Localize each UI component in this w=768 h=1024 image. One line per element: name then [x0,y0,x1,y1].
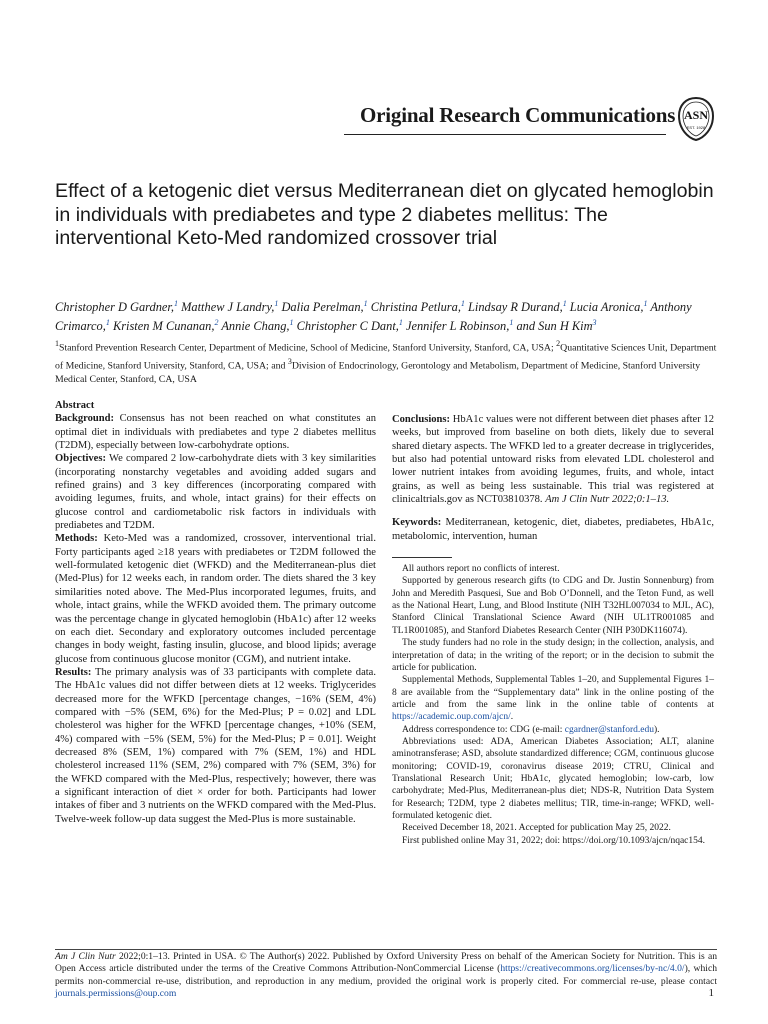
asn-logo-icon [676,96,716,142]
license-link[interactable]: https://creativecommons.org/licenses/by-nc/4.0/ [500,963,685,975]
footer-rule [55,949,717,950]
supplemental-link[interactable]: https://academic.oup.com/ajcn/ [392,712,511,723]
author-name: Lucia Aronica,$^1$ [569,299,648,315]
keywords: Keywords: Mediterranean, ketogenic, diet, diabetes, prediabetes, HbA1c, metabolomic, intervention, human [392,517,714,542]
author-name: Annie Chang,$^1$ [221,318,294,334]
journal-section-title: Original Research Communications [360,103,676,127]
affiliations: $^1$Stanford Prevention Research Center, Department of Medicine, School of Medicine, Stanford University, Stanford, CA, USA; $^2$Quantitative Sciences Unit, Department of Medicine, Stanford University, Stanford, CA, USA; and $^3$Division of Endocrinology, Gerontology and Metabolism, Department of Medicine, Stanford University Medical Center, Stanford, CA, USA [55,339,717,385]
abstract-column-right [392,413,714,847]
footnote-conflicts: All authors report no conflicts of interest. [402,564,560,575]
footnote-abbreviations: Abbreviations used: ADA, American Diabetes Association; ALT, alanine aminotransferase; ASD, absolute standardized difference; CGM, continuous glucose monitoring; COVID-19, coronavirus disease 2019; CTRU, Clinical and Translational Research Unit; HbA1c, glycated hemoglobin; low-carb, low carbohydrate; Med-Plus, Mediterranean-plus diet; NDS-R, Nutrition Data System for Research; T2DM, type 2 diabetes mellitus; TIR, time-in-range; WFKD, well-formulated ketogenic diet. [392,736,714,821]
footnote-supplemental: Supplemental Methods, Supplemental Tables 1–20, and Supplemental Figures 1–8 are available from the “Supplementary data” link in the online posting of the article and from the same link in the online table of contents at https://academic.oup.com/ajcn/. [392,675,714,723]
abstract-results: Results: The primary analysis was of 33 participants with complete data. The HbA1c values did not differ between diets at 12 weeks. Triglycerides decreased more for the WFKD [percentage changes, −16% (SEM, 4%) compared with −5% (SEM, 6%) for the Med-Plus; P = 0.02] and LDL cholesterol was higher for the WFKD [percentage changes, +10% (SEM, 4%) compared with −5% (SEM, 5%) for the Med-Plus; P = 0.01]. Weight decreased 8% (SEM, 1%) compared with 7% (SEM, 1%) and HDL cholesterol increased 11% (SEM, 2%) compared with 7% (SEM, 3%) for the WFKD compared with the Med-Plus, respectively; however, there was a significant interaction of diet × order for both. Participants had lower intakes of fiber and 3 nutrients on the WFKD compared with the Med-Plus. Twelve-week follow-up data suggest the Med-Plus is more sustainable. [55,666,376,825]
author-name: and Sun H Kim$^3$ [516,318,597,334]
abstract-background: Background: Consensus has not been reached on what constitutes an optimal diet in individuals with prediabetes and type 2 diabetes mellitus (T2DM), especially between low-carbohydrate options. [55,413,377,452]
abstract-heading: Abstract [55,400,95,411]
correspondence-email-link[interactable]: cgardner@stanford.edu [564,724,654,735]
footnote-funding: Supported by generous research gifts (to CDG and Dr. Justin Sonnenburg) from John and Meredith Pasquesi, Sue and Bob O’Donnell, and the Teton Fund, as well as the National Heart, Lung, and Blood Institute (NIH T32HL007034 to MJL, AC), Stanford Clinical Translational Science Award (NIH UL1TR001085 and TL1R001085), and Stanford Diabetes Research Center (NIH P30DK116074). [392,576,714,636]
footnote-correspondence: Address correspondence to: CDG (e-mail: cgardner@stanford.edu). [402,724,660,735]
footnote-rule [392,557,452,558]
header-rule [344,134,666,135]
author-name: Christina Petlura,$^1$ [370,299,465,315]
abstract-methods: Methods: Keto-Med was a randomized, crossover, interventional trial. Forty participants aged ≥18 years with prediabetes or T2DM followed the well-formulated ketogenic diet (WFKD) and the Mediterranean-plus diet (Med-Plus) for 12 weeks each, in random order. The diets shared the 3 key similarities noted above. The Med-Plus incorporated legumes, fruits, and whole, intact grains, while the WFKD avoided them. The primary outcome was the percentage change in glycated hemoglobin (HbA1c) after 12 weeks on each diet. Secondary and exploratory outcomes included percentage changes in body weight, fasting insulin, glucose, and blood lipids; average glucose from continuous glucose monitor (CGM), and nutrient intake. [55,533,376,665]
footnote-published: First published online May 31, 2022; doi: https://doi.org/10.1093/ajcn/nqac154. [402,835,706,846]
author-name: Christopher D Gardner,$^1$ [55,299,178,315]
abstract-conclusions: Conclusions: HbA1c values were not different between diet phases after 12 weeks, but improved from baseline on both diets, likely due to several shared dietary aspects. The WFKD led to a greater decrease in triglycerides, but also had potential untoward risks from elevated LDL cholesterol and lower nutrient intakes from avoiding legumes, fruits, and whole, intact grains, as well as being less sustainable. This trial was registered at clinicaltrials.gov as NCT03810378. Am J Clin Nutr 2022;0:1–13. [392,414,715,506]
logo-text: ASN [683,108,709,122]
logo-subtext: EST. 1928 [686,125,706,130]
author-name: Lindsay R Durand,$^1$ [468,299,567,315]
page-footer: Am J Clin Nutr 2022;0:1–13. Printed in USA. © The Author(s) 2022. Published by Oxford University Press on behalf of the American Society for Nutrition. This is an Open Access article distributed under the terms of the Creative Commons Attribution-NonCommercial License (https://creativecommons.org/licenses/by-nc/4.0/), which permits non-commercial re-use, distribution, and reproduction in any medium, provided the original work is properly cited. For commercial re-use, please contact journals.permissions@oup.com [55,951,717,1000]
author-name: Christopher C Dant,$^1$ [296,318,403,334]
article-title: Effect of a ketogenic diet versus Mediterranean diet on glycated hemoglobin in individuals with prediabetes and type 2 diabetes mellitus: The interventional Keto-Med randomized crossover trial [55,180,714,249]
author-name: Jennifer L Robinson,$^1$ [405,318,514,334]
abstract-citation: Am J Clin Nutr 2022;0:1–13. [545,494,670,506]
author-name: Matthew J Landry,$^1$ [181,299,279,315]
author-name: Anthony Crimarco,$^1$ [55,300,692,334]
footnote-funder-role: The study funders had no role in the study design; in the collection, analysis, and interpretation of data; in the writing of the report; or in the decision to submit the article for publication. [392,638,714,673]
author-name: Kristen M Cunanan,$^2$ [112,318,219,334]
permissions-email-link[interactable]: journals.permissions@oup.com [55,988,177,1000]
footnotes [392,563,714,847]
footnote-received: Received December 18, 2021. Accepted for publication May 25, 2022. [402,823,671,834]
abstract-objectives: Objectives: We compared 2 low-carbohydrate diets with 3 key similarities (incorporating nonstarchy vegetables and avoiding added sugars and refined grains) and 3 key differences (incorporating compared with avoiding legumes, fruits, and whole, intact grains) for their effects on glucose control and cardiometabolic risk factors in individuals with prediabetes and T2DM. [55,453,376,532]
abstract-column-left [55,399,376,826]
author-list [55,296,717,334]
author-name: Dalia Perelman,$^1$ [281,299,368,315]
page-number: 1 [708,987,714,999]
